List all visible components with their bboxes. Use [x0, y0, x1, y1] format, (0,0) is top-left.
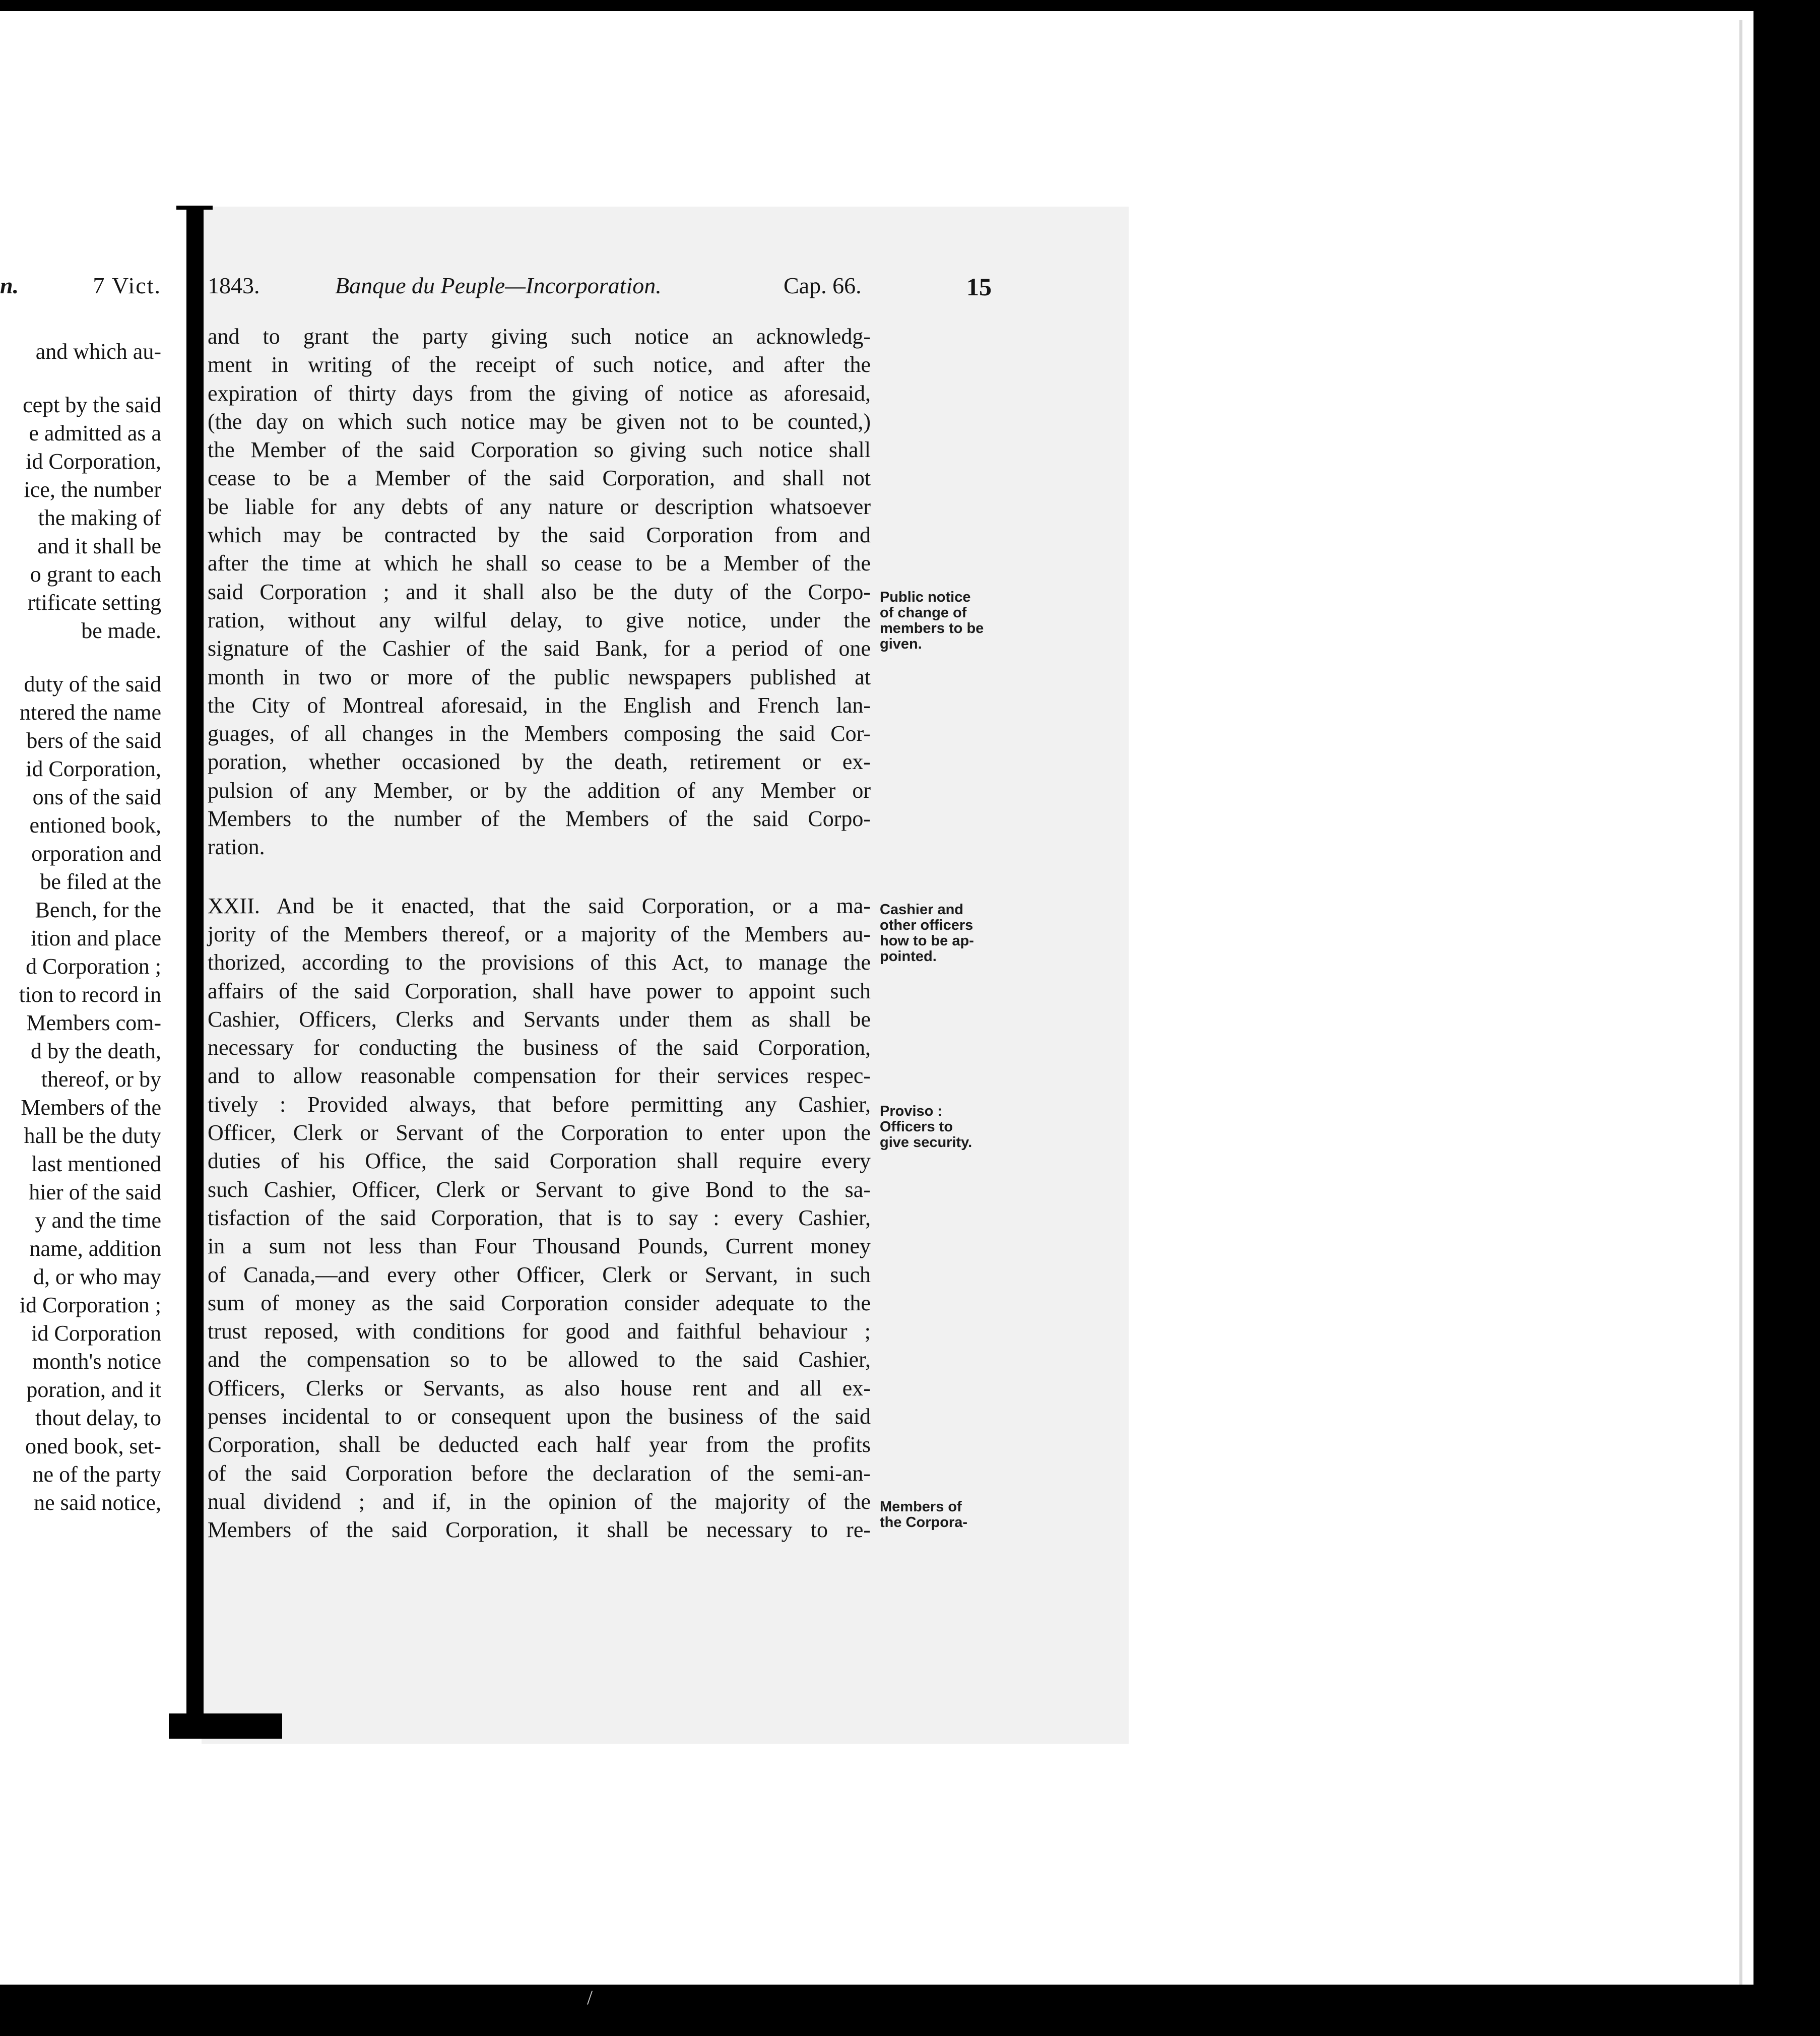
scan-speck: /: [587, 1986, 593, 2009]
scan-frame-right: [1753, 0, 1820, 2036]
text-line: Members to the number of the Members of the said Corpo-: [208, 806, 871, 832]
text-line: (the day on which such notice may be given not to be counted,): [208, 409, 871, 434]
margin-note-proviso: [880, 1104, 1016, 1151]
paragraph-section-xxii: [208, 892, 871, 1545]
margin-note-line: Proviso :: [880, 1103, 943, 1119]
margin-note-cashier-officers: [880, 902, 1016, 965]
text-line: said Corporation ; and it shall also be the duty of the Corpo-: [208, 579, 871, 604]
text-line: entioned book,: [29, 813, 161, 838]
text-line: id Corporation,: [26, 449, 161, 474]
text-line: orporation and: [31, 841, 161, 866]
text-line: ration, without any wilful delay, to give notice, under the: [208, 607, 871, 632]
text-line: of the said Corporation before the declaration of the semi-an-: [208, 1460, 871, 1486]
text-line: y and the time: [35, 1208, 161, 1233]
text-line: hier of the said: [29, 1180, 161, 1204]
margin-note-line: of change of: [880, 605, 967, 621]
left-header-regnal-year: 7 Vict.: [93, 273, 161, 298]
text-line: the Member of the said Corporation so giving such notice shall: [208, 437, 871, 463]
text-line: Corporation, shall be deducted each half year from the profits: [208, 1432, 871, 1457]
left-header-fragment: n.: [0, 273, 19, 298]
scan-frame-right-edge: [1739, 20, 1753, 1985]
text-line: [0, 366, 161, 391]
text-line: name, addition: [29, 1236, 161, 1261]
text-line: XXII. And be it enacted, that the said Corporation, or a ma-: [208, 893, 871, 918]
text-line: of Canada,—and every other Officer, Clerk or Servant, in such: [208, 1262, 871, 1287]
text-line: nual dividend ; and if, in the opinion of the majority of the: [208, 1489, 871, 1514]
text-line: jority of the Members thereof, or a majority of the Members au-: [208, 921, 871, 946]
text-line: ice, the number: [24, 477, 161, 502]
left-page-text: [0, 338, 161, 1517]
text-line: Officer, Clerk or Servant of the Corporation to enter upon the: [208, 1120, 871, 1146]
text-line: ition and place: [30, 926, 161, 950]
margin-note-line: Officers to: [880, 1119, 953, 1135]
text-line: be liable for any debts of any nature or description whatsoever: [208, 494, 871, 519]
text-line: id Corporation ;: [19, 1293, 161, 1317]
text-line: the City of Montreal aforesaid, in the English and French lan-: [208, 692, 871, 718]
text-line: [0, 645, 161, 670]
page-number: 15: [966, 273, 992, 301]
margin-note-line: other officers: [880, 917, 973, 933]
margin-note-line: pointed.: [880, 948, 937, 965]
text-line: sum of money as the said Corporation consider adequate to the: [208, 1290, 871, 1315]
text-line: id Corporation: [31, 1321, 161, 1346]
text-line: guages, of all changes in the Members composing the said Cor-: [208, 721, 871, 746]
text-line: pulsion of any Member, or by the addition of any Member or: [208, 778, 871, 803]
text-line: Members of the: [21, 1095, 161, 1120]
margin-note-line: given.: [880, 636, 922, 652]
text-line: ne of the party: [32, 1462, 161, 1487]
text-line: duty of the said: [24, 672, 161, 696]
text-line: cease to be a Member of the said Corporation, and shall not: [208, 466, 871, 491]
text-line: month's notice: [32, 1349, 161, 1374]
text-line: penses incidental to or consequent upon the business of the said: [208, 1404, 871, 1429]
scan-frame-bottom: [0, 1985, 1820, 2036]
text-line: and to grant the party giving such notice an acknowledg-: [208, 324, 871, 349]
text-line: Officers, Clerks or Servants, as also house rent and all ex-: [208, 1375, 871, 1401]
text-line: o grant to each: [30, 562, 161, 587]
margin-note-line: how to be ap-: [880, 933, 974, 949]
text-line: d by the death,: [30, 1039, 161, 1063]
text-line: Members com-: [26, 1010, 161, 1035]
margin-note-line: Public notice: [880, 589, 971, 605]
text-line: thereof, or by: [41, 1067, 161, 1092]
text-line: and which au-: [35, 339, 161, 364]
text-line: the making of: [38, 505, 161, 530]
text-line: cept by the said: [23, 393, 161, 417]
text-line: poration, whether occasioned by the death, retirement or ex-: [208, 749, 871, 775]
text-line: last mentioned: [31, 1152, 161, 1176]
text-line: after the time at which he shall so cease to be a Member of the: [208, 551, 871, 576]
text-line: duties of his Office, the said Corporation shall require every: [208, 1149, 871, 1174]
text-line: which may be contracted by the said Corporation from and: [208, 523, 871, 548]
header-year: 1843.: [208, 273, 260, 298]
header-chapter: Cap. 66.: [784, 273, 862, 298]
text-line: and to allow reasonable compensation for their services respec-: [208, 1063, 871, 1089]
margin-note-line: Cashier and: [880, 902, 963, 918]
paragraph-continued: [208, 323, 871, 862]
text-line: bers of the said: [26, 728, 161, 753]
margin-note-line: give security.: [880, 1134, 972, 1151]
text-line: necessary for conducting the business of the said Corporation,: [208, 1035, 871, 1060]
text-line: d, or who may: [33, 1264, 161, 1289]
text-line: signature of the Cashier of the said Bank, for a period of one: [208, 636, 871, 661]
text-line: tion to record in: [19, 982, 161, 1007]
binding-foot: [169, 1713, 282, 1739]
text-line: tisfaction of the said Corporation, that is to say : every Cashier,: [208, 1205, 871, 1230]
text-line: be made.: [81, 618, 161, 643]
text-line: id Corporation,: [26, 756, 161, 781]
margin-note-members: [880, 1499, 1016, 1531]
text-line: poration, and it: [26, 1377, 161, 1402]
text-line: ne said notice,: [34, 1490, 161, 1515]
text-line: d Corporation ;: [26, 954, 161, 979]
text-line: tively : Provided always, that before permitting any Cashier,: [208, 1092, 871, 1117]
left-page-fragment: [0, 272, 166, 1582]
text-line: Bench, for the: [35, 898, 161, 922]
text-line: thorized, according to the provisions of this Act, to manage the: [208, 950, 871, 975]
text-line: ons of the said: [32, 785, 161, 809]
text-line: Members of the said Corporation, it shall be necessary to re-: [208, 1517, 871, 1543]
text-line: thout delay, to: [35, 1406, 161, 1430]
body-text: [208, 323, 871, 1544]
text-line: ntered the name: [20, 700, 161, 725]
text-line: expiration of thirty days from the giving of notice as aforesaid,: [208, 380, 871, 406]
text-line: such Cashier, Officer, Clerk or Servant to give Bond to the sa-: [208, 1177, 871, 1202]
text-line: and it shall be: [37, 534, 161, 558]
text-line: affairs of the said Corporation, shall have power to appoint such: [208, 978, 871, 1003]
margin-note-line: Members of: [880, 1499, 962, 1515]
scan-frame-top: [0, 0, 1820, 11]
header-title: Banque du Peuple—Incorporation.: [335, 273, 662, 298]
text-line: Cashier, Officers, Clerks and Servants under them as shall be: [208, 1006, 871, 1032]
text-line: in a sum not less than Four Thousand Pounds, Current money: [208, 1234, 871, 1259]
margin-note-public-notice: [880, 590, 1016, 652]
text-line: trust reposed, with conditions for good and faithful behaviour ;: [208, 1319, 871, 1344]
text-line: e admitted as a: [29, 421, 161, 446]
text-line: be filed at the: [40, 869, 161, 894]
text-line: month in two or more of the public newspapers published at: [208, 664, 871, 689]
text-line: ment in writing of the receipt of such notice, and after the: [208, 352, 871, 377]
margin-note-line: the Corpora-: [880, 1514, 967, 1531]
text-line: rtificate setting: [27, 590, 161, 615]
text-line: hall be the duty: [24, 1123, 161, 1148]
margin-note-line: members to be: [880, 620, 984, 637]
text-line: oned book, set-: [25, 1434, 161, 1458]
text-line: ration.: [208, 835, 265, 860]
text-line: and the compensation so to be allowed to the said Cashier,: [208, 1347, 871, 1372]
binding-bar: [186, 207, 204, 1713]
